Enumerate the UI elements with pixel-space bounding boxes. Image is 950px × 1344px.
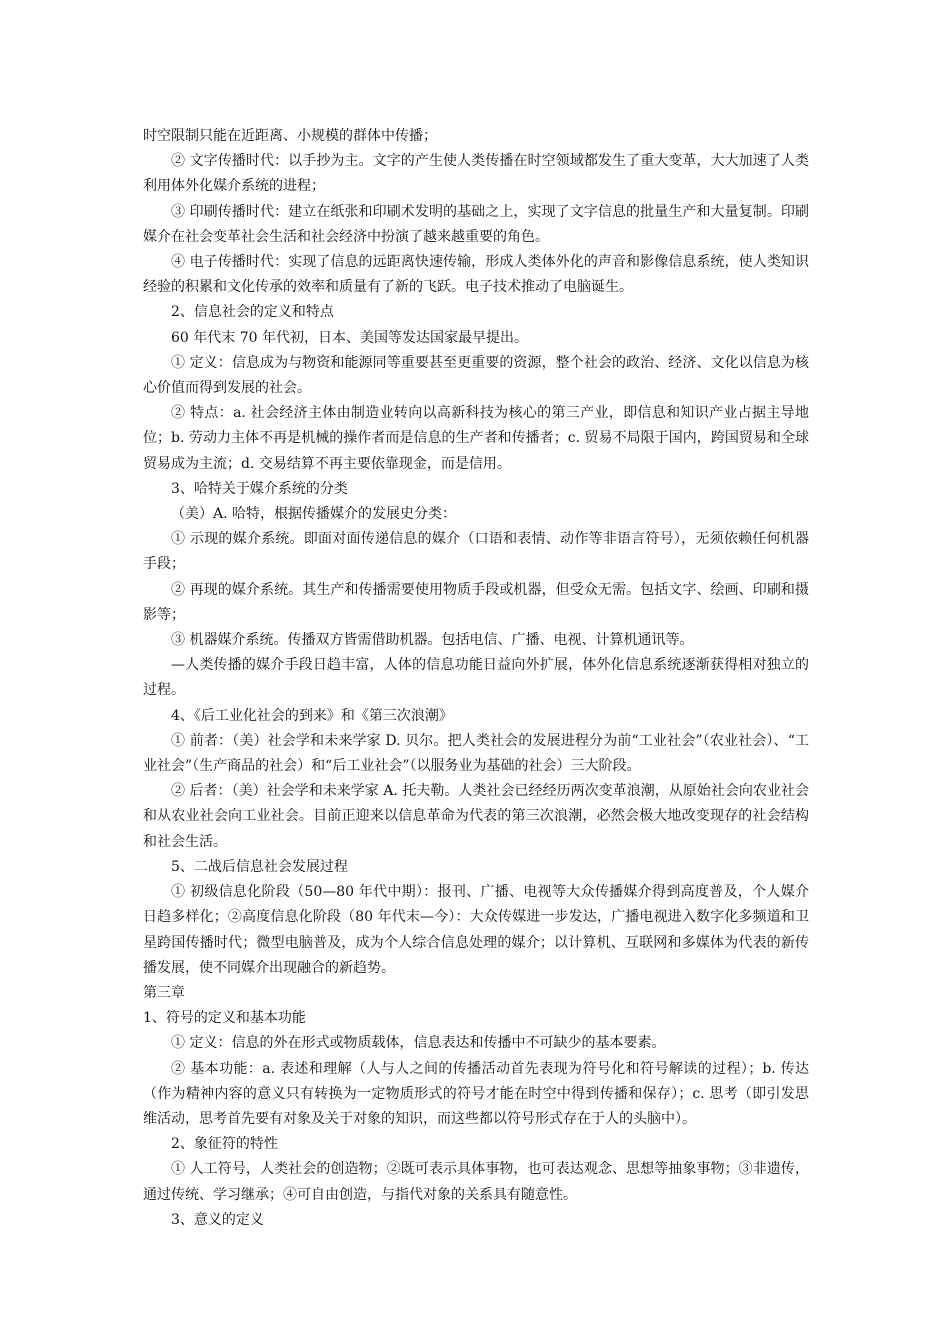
paragraph: ② 特点：a. 社会经济主体由制造业转向以高新科技为核心的第三产业，即信息和知识产业占据主导地位；b. 劳动力主体不再是机械的操作者而是信息的生产者和传播者；c. 贸易不局限于国内，跨国贸易和全球贸易成为主流；d. 交易结算不再主要依靠现金，而是信用。 — [143, 405, 809, 472]
paragraph: 时空限制只能在近距离、小规模的群体中传播； — [143, 128, 437, 144]
paragraph: 4、《后工业化社会的到来》和《第三次浪潮》 — [171, 707, 453, 724]
paragraph: ③ 印刷传播时代：建立在纸张和印刷术发明的基础之上，实现了文字信息的批量生产和大量复制。印刷媒介在社会变革社会生活和社会经济中扮演了越来越重要的角色。 — [143, 203, 809, 245]
paragraph: 3、哈特关于媒介系统的分类 — [171, 480, 348, 497]
document-page — [143, 124, 809, 1233]
paragraph: ① 前者：（美）社会学和未来学家 D. 贝尔。把人类社会的发展进程分为前“工业社会”（农业社会）、“工业社会”（生产商品的社会）和“后工业社会”（以服务业为基础的社会）三大阶段。 — [143, 732, 809, 775]
paragraph: ① 初级信息化阶段（50—80 年代中期）：报刊、广播、电视等大众传播媒介得到高度普及，个人媒介日趋多样化；②高度信息化阶段（80 年代末—今）：大众传媒进一步发达，广播电视进入数字化多频道和卫星跨国传播时代；微型电脑普及，成为个人综合信息处理的媒介；以计算机、互联网和多媒体为代表的新传播发展，使不同媒介出现融合的新趋势。 — [143, 884, 809, 976]
paragraph: 第三章 — [143, 984, 185, 1001]
paragraph: 2、信息社会的定义和特点 — [171, 304, 334, 321]
paragraph: ② 基本功能：a. 表述和理解（人与人之间的传播活动首先表现为符号化和符号解读的过程）；b. 传达（作为精神内容的意义只有转换为一定物质形式的符号才能在时空中得到传播和保存）；c. 思考（即引发思维活动，思考首先要有对象及关于对象的知识，而这些都以符号形式存在于人的头脑中）。 — [143, 1060, 809, 1127]
paragraph: ① 定义：信息成为与物资和能源同等重要甚至更重要的资源，整个社会的政治、经济、文化以信息为核心价值而得到发展的社会。 — [143, 354, 809, 397]
paragraph: ② 文字传播时代：以手抄为主。文字的产生使人类传播在时空领域都发生了重大变革，大大加速了人类利用体外化媒介系统的进程； — [143, 153, 809, 195]
paragraph: 60 年代末 70 年代初，日本、美国等发达国家最早提出。 — [171, 329, 528, 346]
paragraph: 2、象征符的特性 — [171, 1136, 278, 1153]
paragraph: ① 示现的媒介系统。即面对面传递信息的媒介（口语和表情、动作等非语言符号），无须依赖任何机器手段； — [143, 531, 809, 573]
paragraph: ④ 电子传播时代：实现了信息的远距离快速传输，形成人类体外化的声音和影像信息系统，使人类知识经验的积累和文化传承的效率和质量有了新的飞跃。电子技术推动了电脑诞生。 — [143, 254, 809, 296]
paragraph: ③ 机器媒介系统。传播双方皆需借助机器。包括电信、广播、电视、计算机通讯等。 — [171, 632, 694, 649]
paragraph: 3、意义的定义 — [171, 1211, 264, 1228]
paragraph: ① 定义：信息的外在形式或物质载体，信息表达和传播中不可缺少的基本要素。 — [171, 1035, 666, 1052]
paragraph: ② 再现的媒介系统。其生产和传播需要使用物质手段或机器，但受众无需。包括文字、绘画、印刷和摄影等； — [143, 581, 809, 623]
paragraph: 1、符号的定义和基本功能 — [143, 1010, 306, 1027]
paragraph: ① 人工符号，人类社会的创造物；②既可表示具体事物，也可表达观念、思想等抽象事物；③非遗传，通过传统、学习继承；④可自由创造，与指代对象的关系具有随意性。 — [143, 1161, 809, 1203]
paragraph: —人类传播的媒介手段日趋丰富，人体的信息功能日益向外扩展，体外化信息系统逐渐获得相对独立的过程。 — [143, 657, 809, 699]
paragraph: 5、二战后信息社会发展过程 — [171, 858, 348, 875]
paragraph: （美）A. 哈特，根据传播媒介的发展史分类： — [171, 506, 457, 523]
paragraph: ② 后者：（美）社会学和未来学家 A. 托夫勒。人类社会已经经历两次变革浪潮，从原始社会向农业社会和从农业社会向工业社会。目前正迎来以信息革命为代表的第三次浪潮，必然会极大地改变现存的社会结构和社会生活。 — [143, 783, 809, 850]
